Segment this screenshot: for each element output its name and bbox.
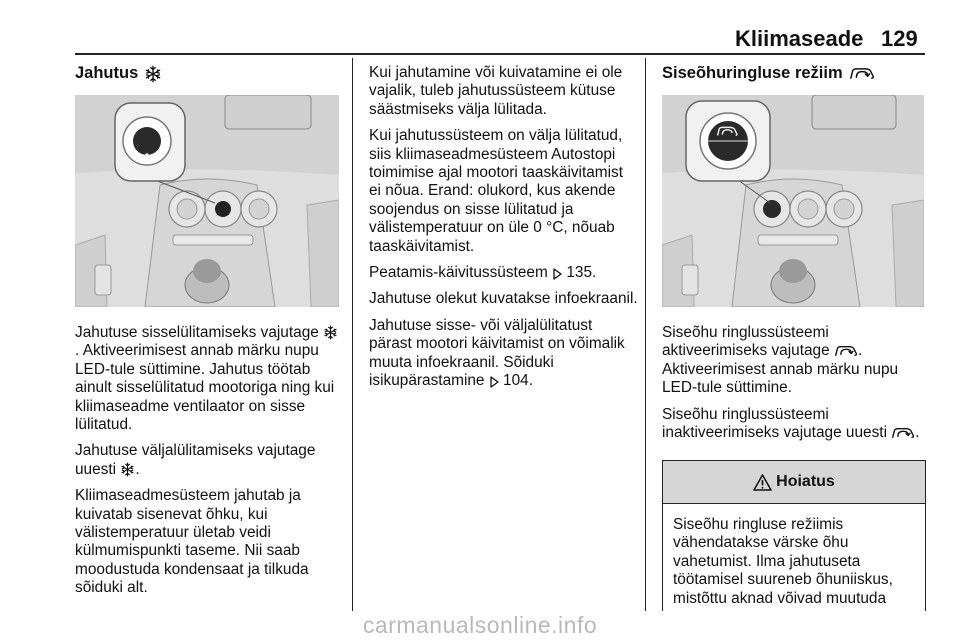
recirculation-icon [891, 426, 915, 440]
paragraph: Kui jahutamine või kuivatamine ei ole vajalik, tuleb jahutussüsteem kütuse säästmiseks välja lülitada. [369, 64, 623, 118]
right-column-text [662, 324, 926, 450]
warning-title: Hoiatus [776, 473, 835, 490]
paragraph: Jahutuse sisse- või väljalülitatust pärast mootori käivitamist on võimalik muuta infoekraanil. Sõiduki isikupärastamine 104. [369, 316, 625, 390]
watermark: carmanualsonline.info [362, 612, 598, 638]
header-rule [75, 53, 925, 55]
paragraph: Siseõhu ringlussüsteemi inaktiveerimiseks vajutage uuesti . [662, 405, 920, 442]
snowflake-icon [323, 325, 338, 340]
heading-text: Siseõhuringluse režiim [662, 64, 843, 82]
heading-text: Jahutus [75, 64, 139, 82]
page-number: 129 [881, 26, 918, 51]
paragraph: Peatamis-käivitussüsteem 135. [369, 264, 597, 282]
paragraph: Jahutuse väljalülitamiseks vajutage uuesti . [75, 442, 316, 478]
header-title: Kliimaseade [735, 26, 864, 51]
paragraph: Jahutuse sisselülitamiseks vajutage . Aktiveerimisest annab märku nupu LED-tule süttimine. Jahutus töötab ainult sisselülitatud mootoriga ning kui kliimaseadme ventilaator on sisse lülitatud. [75, 324, 341, 434]
warning-triangle-icon [753, 474, 772, 491]
snowflake-icon [144, 65, 162, 83]
recirculation-icon [834, 344, 858, 358]
left-column-text [75, 324, 341, 606]
arrow-ref-icon [489, 376, 499, 388]
warning-box [662, 460, 926, 611]
section-heading-jahutus [75, 64, 162, 83]
paragraph: Kliimaseadmesüsteem jahutab ja kuivatab sisenevat õhku, kui välistemperatuur ületab veidi külmumispunkti taseme. Nii saab moodustuda kondensaat ja tilkuda sõiduki alt. [75, 487, 309, 597]
paragraph: Kui jahutussüsteem on välja lülitatud, siis kliimaseadmesüsteem Autostopi toimimise ajal mootori taaskäivitamist ei nõua. Erand: olukord, kus akende soojendus on sisse lülitatud ja välistemperatuur on üle 0 °C, nõuab taaskäivitamist. [369, 127, 624, 255]
paragraph: Jahutuse olekut kuvatakse infoekraanil. [369, 290, 638, 308]
warning-body: Siseõhu ringluse režiimis vähendatakse värske õhu vahetumist. Ilma jahutuseta töötamisel suureneb õhuniiskus, mistõttu aknad võivad muutuda [673, 516, 893, 607]
paragraph: Siseõhu ringlussüsteemi aktiveerimiseks vajutage . Aktiveerimisest annab märku nupu LED-tule süttimine. [662, 324, 899, 397]
column-divider-right [645, 58, 646, 611]
warning-header [663, 461, 925, 504]
snowflake-icon [120, 462, 135, 477]
recirculation-icon [849, 66, 875, 81]
illustration-recirculation-button [662, 95, 924, 307]
middle-column-text [369, 64, 639, 399]
section-heading-recirculation [662, 64, 875, 83]
column-divider-left [352, 58, 353, 611]
illustration-ac-button [75, 95, 339, 307]
arrow-ref-icon [552, 268, 562, 280]
